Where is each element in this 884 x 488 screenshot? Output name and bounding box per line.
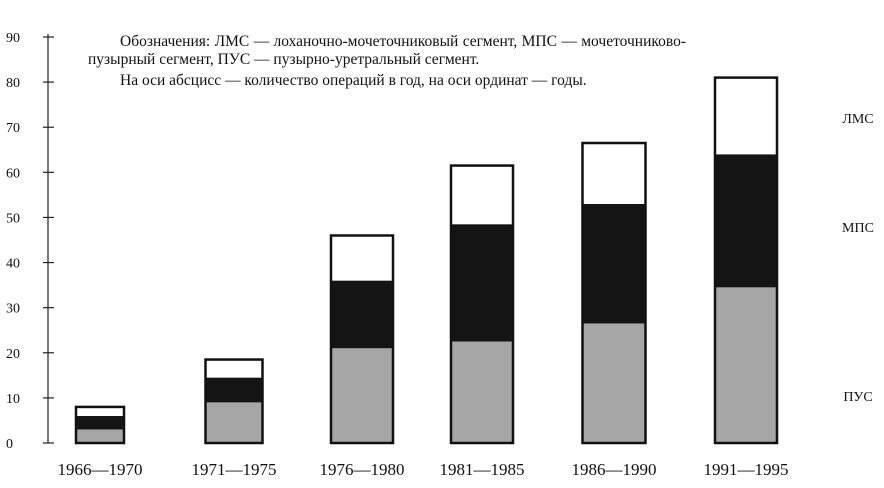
series-labels (842, 112, 874, 405)
series-label-lms: ЛМС (842, 112, 874, 127)
bar-segment-lms (76, 407, 124, 416)
bar-segment-pus (715, 287, 777, 443)
y-tick-label: 0 (6, 437, 13, 452)
bar-segment-lms (583, 143, 646, 204)
y-tick-label: 60 (6, 166, 20, 182)
bar-segment-mps (451, 224, 513, 341)
x-tick-label: 1986—1990 (571, 460, 657, 479)
bar-segment-pus (583, 323, 646, 443)
bars (76, 78, 777, 443)
x-tick-label: 1976—1980 (319, 460, 405, 479)
bar-segment-pus (451, 342, 513, 444)
y-tick-label: 70 (6, 121, 20, 137)
axis-note: На оси абсцисс — количество операций в год, на оси ординат — годы. (120, 72, 587, 89)
y-axis (6, 31, 54, 452)
bar-segment-pus (76, 429, 124, 443)
series-label-pus: ПУС (843, 390, 873, 405)
legend-note: Обозначения: ЛМС — лоханочно-мочеточниковый сегмент, МПС — мочеточниково-пузырный сегмент, ПУС — пузырно-уретральный сегмент. (88, 33, 686, 68)
bar-segment-pus (206, 402, 263, 443)
x-tick-label: 1971—1975 (191, 460, 277, 479)
y-tick-label: 90 (6, 31, 20, 46)
bar-segment-lms (331, 235, 393, 280)
x-tick-label: 1991—1995 (703, 460, 789, 479)
y-tick-label: 30 (6, 301, 20, 317)
y-tick-label: 80 (6, 76, 20, 92)
y-tick-label: 50 (6, 211, 20, 227)
bar-segment-mps (715, 154, 777, 287)
bar-segment-lms (451, 166, 513, 225)
bar-segment-mps (331, 281, 393, 349)
y-tick-label: 10 (6, 391, 20, 407)
bar-segment-pus (331, 348, 393, 443)
x-axis-labels (58, 460, 789, 479)
series-label-mps: МПС (842, 221, 874, 236)
y-tick-label: 20 (6, 346, 20, 362)
bar-segment-lms (206, 360, 263, 378)
y-tick-label: 40 (6, 256, 20, 272)
bar-segment-mps (206, 378, 263, 403)
bar-segment-mps (76, 416, 124, 430)
bar-segment-lms (715, 78, 777, 155)
bar-segment-mps (583, 204, 646, 324)
x-tick-label: 1981—1985 (439, 460, 525, 479)
x-tick-label: 1966—1970 (57, 460, 143, 479)
